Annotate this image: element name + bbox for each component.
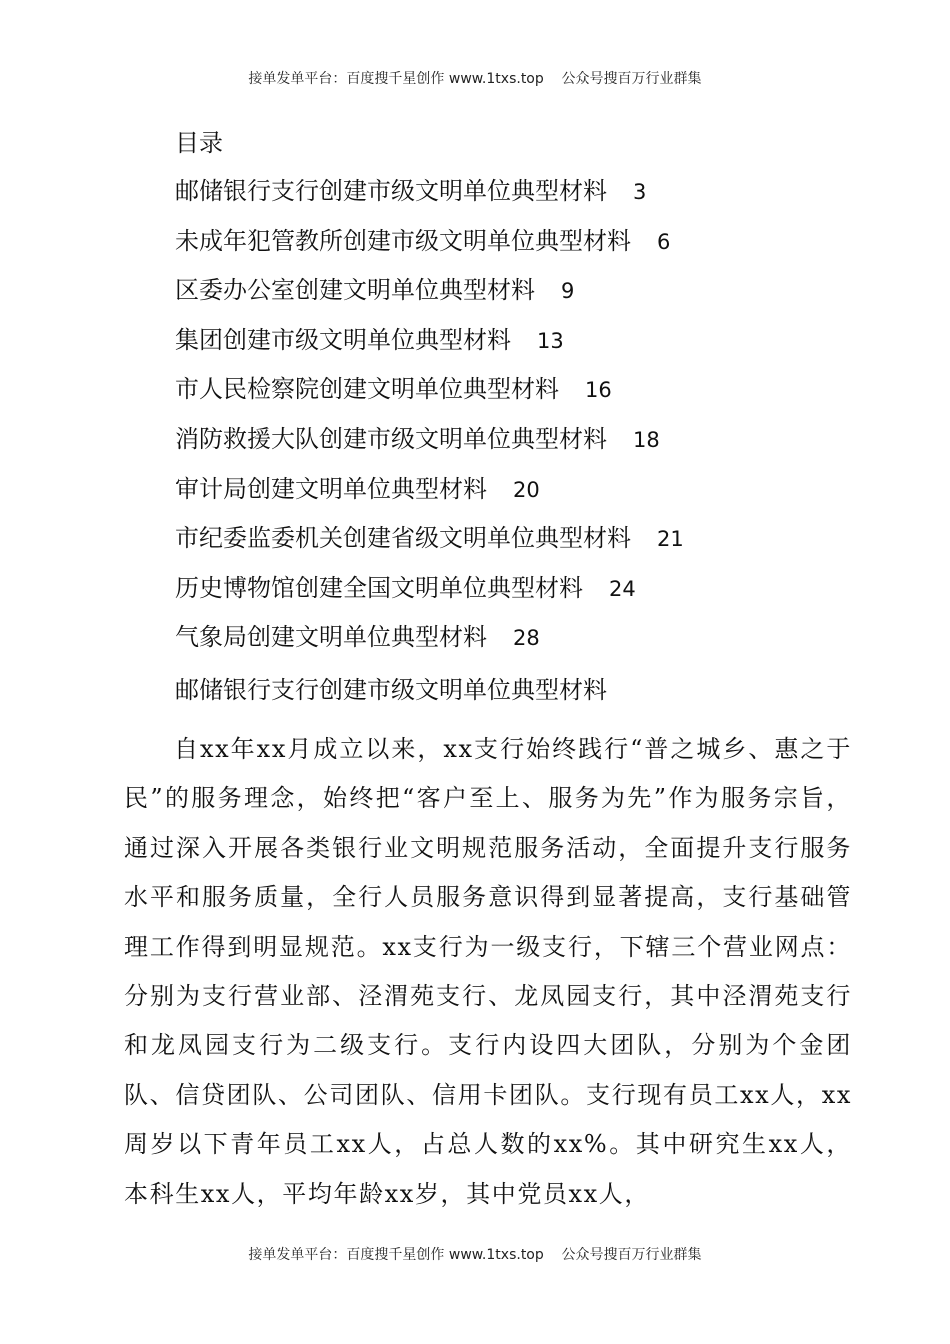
- toc-entry-title: 历史博物馆创建全国文明单位典型材料: [175, 573, 583, 602]
- toc-entry-page: 6: [657, 229, 671, 254]
- toc-entry[interactable]: [175, 325, 684, 375]
- toc-entry[interactable]: [175, 622, 684, 672]
- table-of-contents: [175, 176, 684, 672]
- toc-entry[interactable]: [175, 573, 684, 623]
- toc-entry-title: 未成年犯管教所创建市级文明单位典型材料: [175, 226, 631, 255]
- toc-entry-page: 13: [537, 328, 564, 353]
- toc-entry-title: 邮储银行支行创建市级文明单位典型材料: [175, 177, 607, 205]
- page-header-watermark: 接单发单平台：百度搜千星创作 www.1txs.top 公众号搜百万行业群集: [248, 71, 702, 87]
- toc-entry[interactable]: [175, 226, 684, 276]
- toc-entry-title: 集团创建市级文明单位典型材料: [175, 325, 511, 354]
- toc-entry-page: 9: [561, 279, 575, 304]
- toc-entry-title: 审计局创建文明单位典型材料: [175, 474, 487, 503]
- section-heading: 邮储银行支行创建市级文明单位典型材料: [175, 676, 607, 704]
- toc-entry-title: 消防救援大队创建市级文明单位典型材料: [175, 424, 607, 453]
- toc-entry-page: 21: [657, 527, 684, 552]
- toc-entry-title: 市人民检察院创建文明单位典型材料: [175, 375, 559, 404]
- toc-entry-page: 16: [585, 378, 612, 403]
- toc-entry-page: 24: [609, 576, 636, 601]
- toc-entry[interactable]: [175, 424, 684, 474]
- body-paragraph: 自xx年xx月成立以来，xx支行始终践行“普之城乡、惠之于民”的服务理念，始终把“客户至上、服务为先”作为服务宗旨，通过深入开展各类银行业文明规范服务活动，全面提升支行服务水平和服务质量，全行人员服务意识得到显著提高，支行基础管理工作得到明显规范。xx支行为一级支行，下辖三个营业网点：分别为支行营业部、泾渭苑支行、龙凤园支行，其中泾渭苑支行和龙凤园支行为二级支行。支行内设四大团队，分别为个金团队、信贷团队、公司团队、信用卡团队。支行现有员工xx人，xx周岁以下青年员工xx人，占总人数的xx%。其中研究生xx人，本科生xx人，平均年龄xx岁，其中党员xx人，: [124, 735, 852, 1208]
- toc-entry[interactable]: [175, 474, 684, 524]
- toc-entry-title: 气象局创建文明单位典型材料: [175, 623, 487, 652]
- toc-entry-title: 市纪委监委机关创建省级文明单位典型材料: [175, 524, 631, 553]
- toc-entry-page: 3: [633, 180, 647, 204]
- toc-entry[interactable]: [175, 523, 684, 573]
- toc-entry[interactable]: [175, 176, 684, 226]
- toc-title: 目录: [175, 129, 223, 157]
- toc-entry[interactable]: [175, 275, 684, 325]
- toc-entry-page: 28: [513, 626, 540, 651]
- toc-entry-page: 18: [633, 427, 660, 452]
- toc-entry-page: 20: [513, 477, 540, 502]
- toc-entry-title: 区委办公室创建文明单位典型材料: [175, 276, 535, 305]
- page-footer-watermark: 接单发单平台：百度搜千星创作 www.1txs.top 公众号搜百万行业群集: [248, 1247, 702, 1263]
- toc-entry[interactable]: [175, 374, 684, 424]
